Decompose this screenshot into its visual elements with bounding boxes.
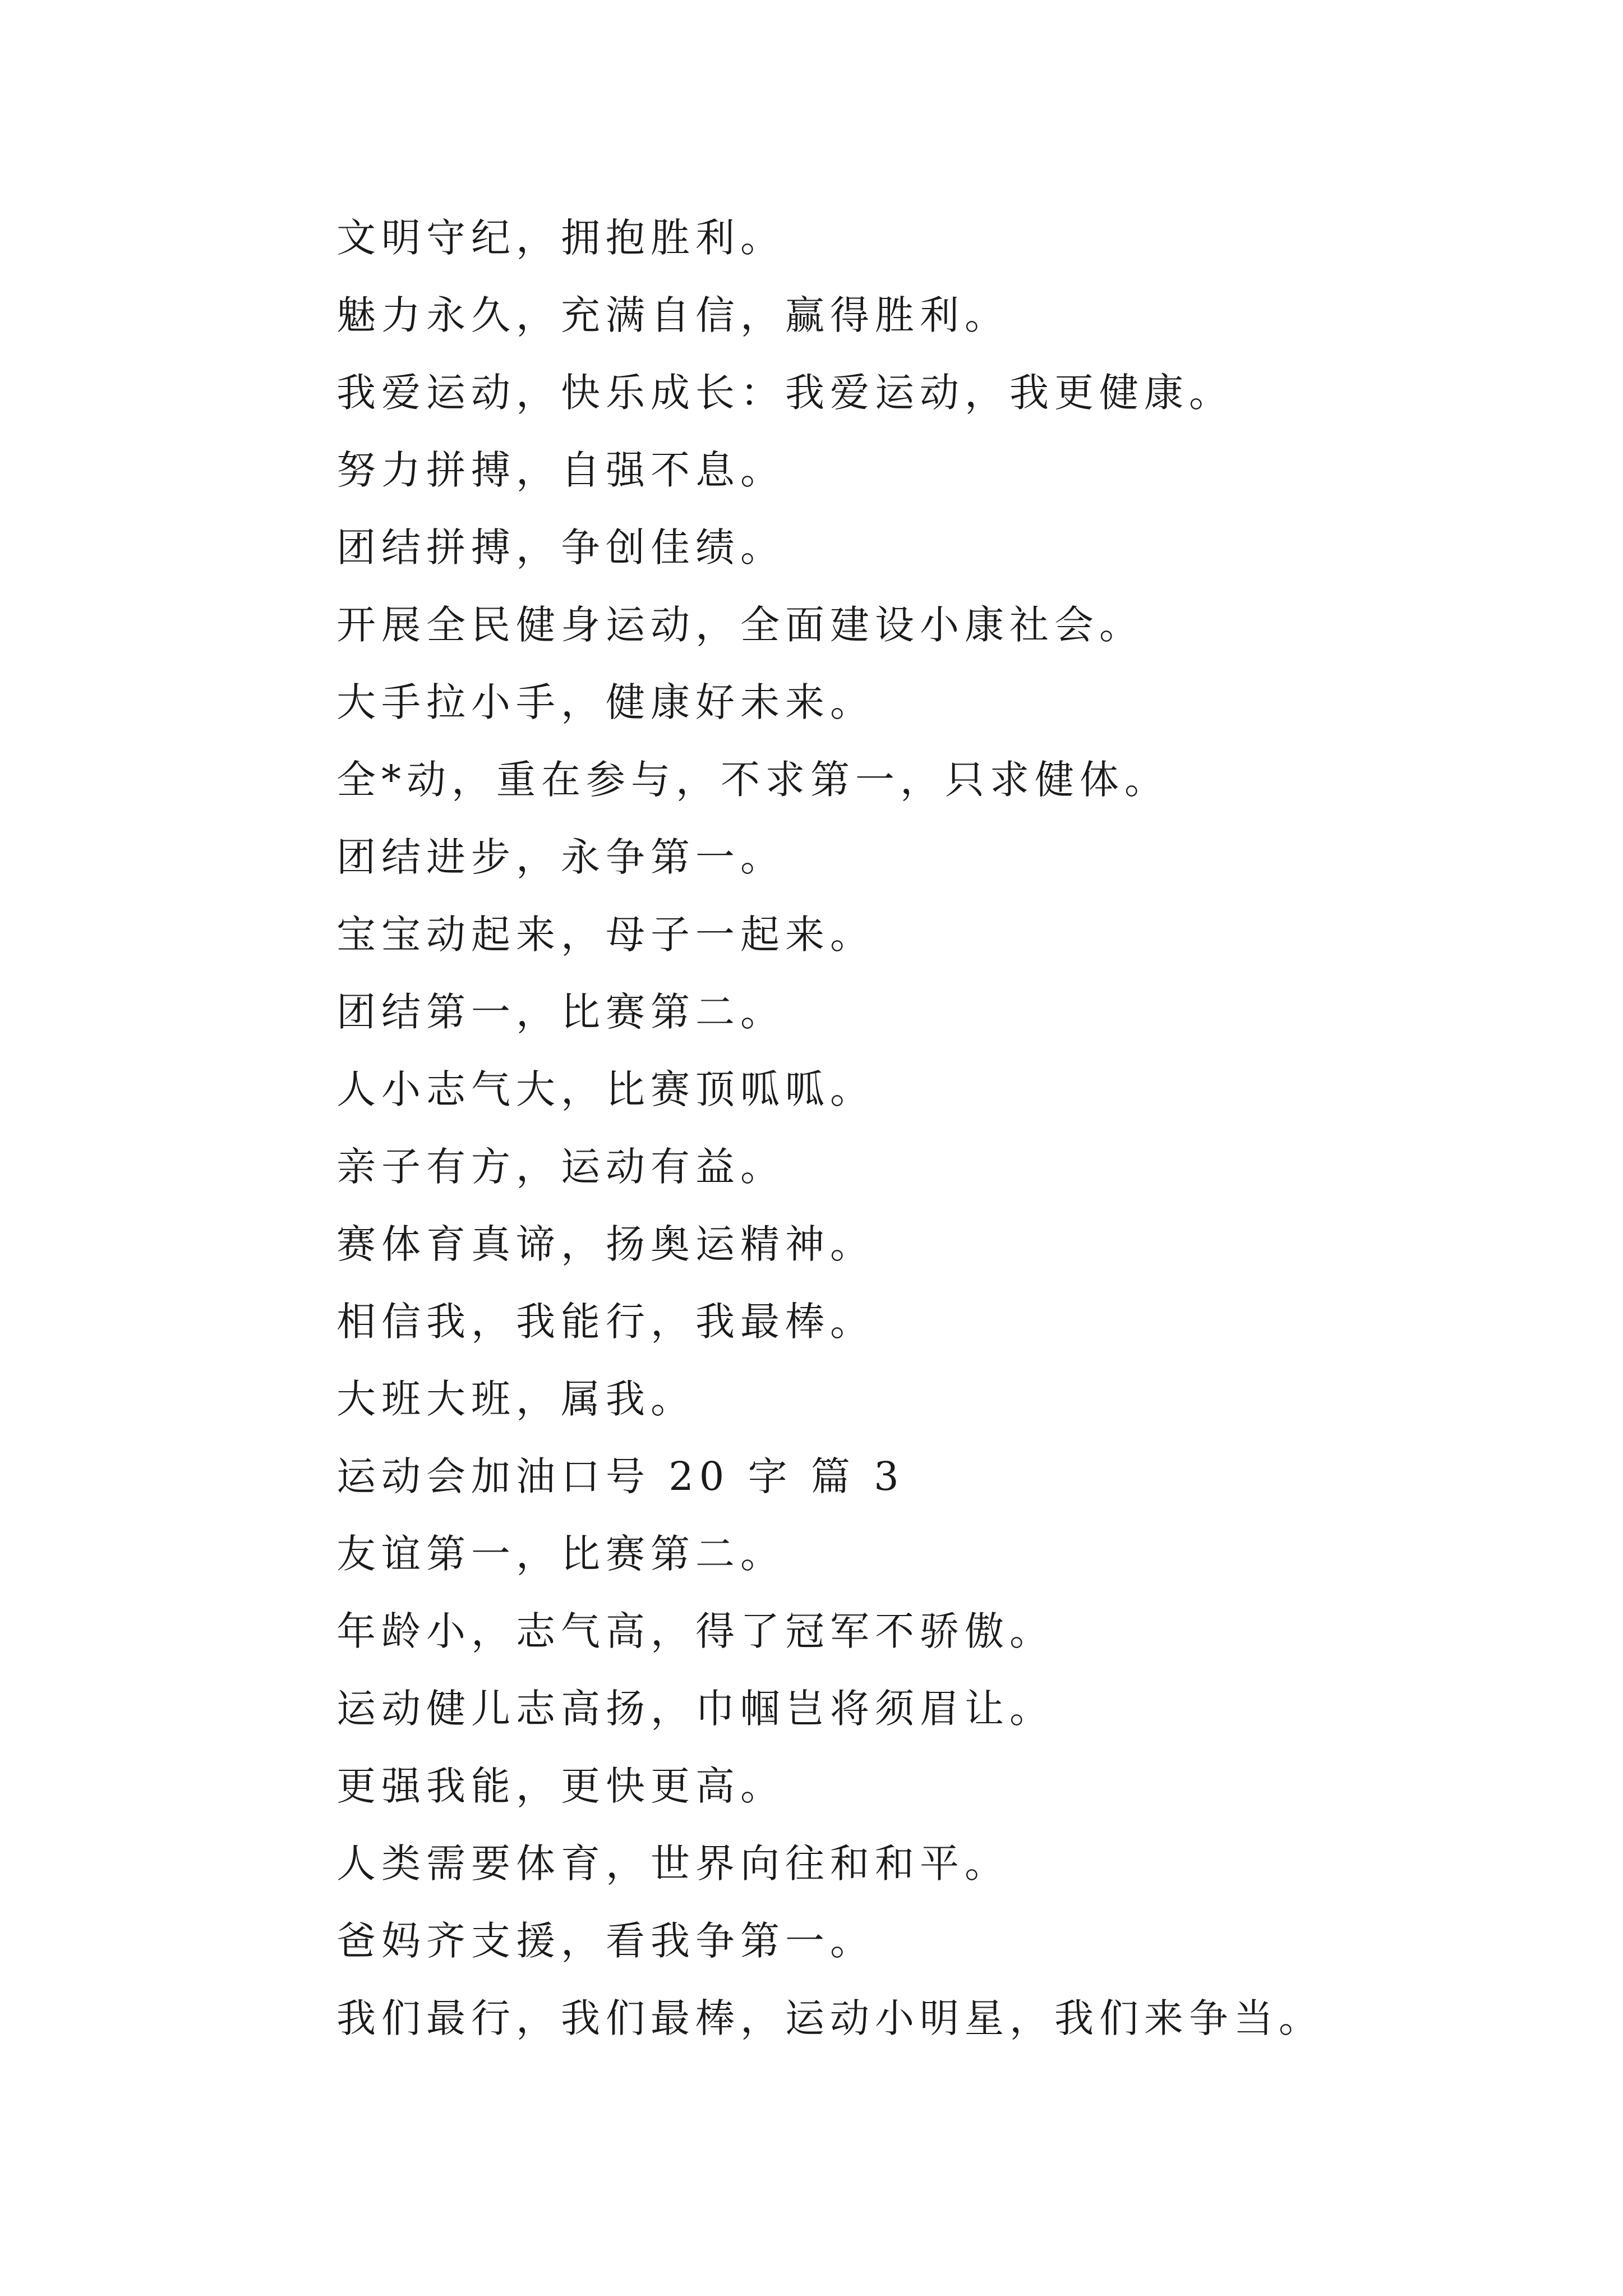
text-line: 赛体育真谛，扬奥运精神。 [336, 1221, 875, 1267]
text-line: 大班大班，属我。 [336, 1376, 695, 1422]
text-line: 友谊第一，比赛第二。 [336, 1531, 785, 1577]
text-line: 团结拼搏，争创佳绩。 [336, 524, 785, 570]
text-line: 全*动，重在参与，不求第一，只求健体。 [336, 757, 1169, 803]
text-line: 相信我，我能行，我最棒。 [336, 1299, 875, 1345]
text-line: 大手拉小手，健康好未来。 [336, 679, 875, 725]
text-line: 宝宝动起来，母子一起来。 [336, 912, 875, 958]
text-line: 人类需要体育，世界向往和和平。 [336, 1841, 1009, 1887]
text-line: 我爱运动，快乐成长：我爱运动，我更健康。 [336, 370, 1234, 416]
text-line: 开展全民健身运动，全面建设小康社会。 [336, 602, 1144, 648]
text-line: 文明守纪，拥抱胜利。 [336, 215, 785, 261]
text-line: 团结第一，比赛第二。 [336, 989, 785, 1035]
text-line: 魅力永久，充满自信，赢得胜利。 [336, 292, 1009, 338]
text-line: 更强我能，更快更高。 [336, 1763, 785, 1809]
text-line: 亲子有方，运动有益。 [336, 1144, 785, 1190]
text-line: 我们最行，我们最棒，运动小明星，我们来争当。 [336, 1995, 1324, 2041]
document-body [336, 199, 1514, 2057]
text-line: 运动健儿志高扬，巾帼岂将须眉让。 [336, 1686, 1054, 1732]
text-line: 年龄小，志气高，得了冠军不骄傲。 [336, 1608, 1054, 1654]
section-heading: 运动会加油口号 20 字 篇 3 [336, 1453, 905, 1499]
text-line: 努力拼搏，自强不息。 [336, 447, 785, 493]
text-line: 人小志气大，比赛顶呱呱。 [336, 1066, 875, 1112]
text-line: 团结进步，永争第一。 [336, 834, 785, 880]
text-line: 爸妈齐支援，看我争第一。 [336, 1918, 875, 1964]
